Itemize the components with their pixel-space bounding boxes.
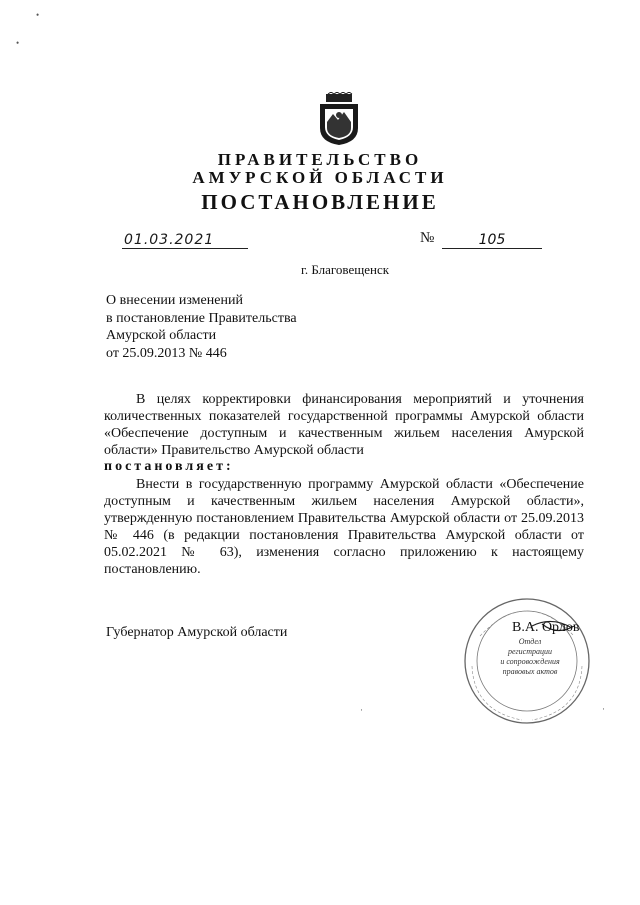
scan-mark: · xyxy=(360,705,363,715)
subject-block xyxy=(106,292,297,362)
number-label: № xyxy=(420,230,435,246)
subject-line: О внесении изменений xyxy=(106,293,243,308)
body-paragraph-1: В целях корректировки финансирования мероприятий и уточнения количественных показателей государственной программы Амурской области «Обеспечение доступным и качественным жильем населения Амурской области» Правительство Амурской области xyxy=(104,392,584,458)
gov-title-line2: АМУРСКОЙ ОБЛАСТИ xyxy=(192,168,448,187)
document-date: 01.03.2021 xyxy=(122,232,248,249)
subject-line: в постановление Правительства xyxy=(106,310,297,326)
subject-line: Амурской области xyxy=(106,328,217,343)
seal-text: регистрации xyxy=(508,647,552,656)
signer-position: Губернатор Амурской области xyxy=(106,625,288,640)
body-paragraph-2: Внести в государственную программу Амурской области «Обеспечение доступным и качественным жильем населения Амурской области», утвержденную постановлением Правительства Амурской области от 25.09.2013 № 446 (в редакции постановления Правительства Амурской области от 05.02.2021 № 63), изменения согласно приложению к настоящему постановлению. xyxy=(104,477,584,577)
resolve-keyword: постановляет: xyxy=(104,459,234,474)
coat-of-arms-icon xyxy=(316,92,362,146)
seal-text: и сопровождения xyxy=(500,657,560,666)
signer-name: В.А. Орлов xyxy=(512,620,580,635)
scan-mark: · xyxy=(602,704,605,714)
document-type: ПОСТАНОВЛЕНИЕ xyxy=(201,190,439,214)
city: г. Благовещенск xyxy=(300,262,390,277)
seal-text: правовых актов xyxy=(502,667,558,676)
seal-text: Отдел xyxy=(518,637,542,646)
scan-mark: • xyxy=(16,38,20,48)
gov-title-line1: ПРАВИТЕЛЬСТВО xyxy=(217,150,423,169)
scan-mark: • xyxy=(36,10,40,20)
subject-line: от 25.09.2013 № 446 xyxy=(106,345,227,361)
document-number: 105 xyxy=(442,232,542,249)
